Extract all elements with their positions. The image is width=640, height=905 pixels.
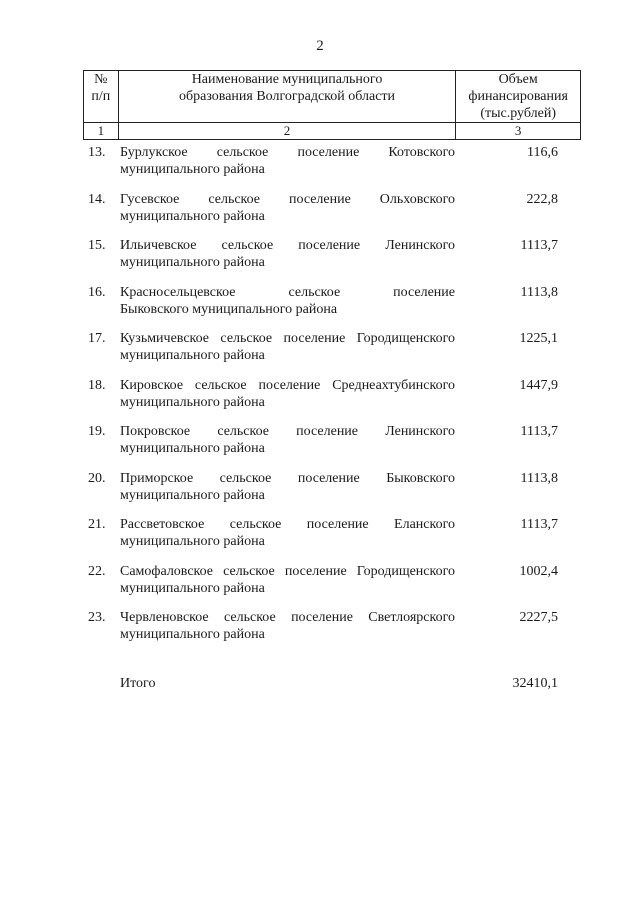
row-name-line1: Приморское сельское поселение Быковского	[120, 470, 455, 486]
row-name	[120, 377, 455, 411]
row-name	[120, 563, 455, 597]
row-value: 1113,7	[520, 517, 558, 532]
header-index	[84, 71, 119, 123]
row-name-line1: Ильичевское сельское поселение Ленинского	[120, 238, 455, 253]
row-name-line2: муниципального района	[120, 162, 265, 177]
row-name-line2: муниципального района	[120, 208, 265, 224]
row-value: 222,8	[526, 191, 558, 207]
row-name	[120, 191, 455, 225]
row-index: 22.	[88, 563, 106, 579]
row-name-line1: Кировское сельское поселение Среднеахтубинского	[120, 377, 455, 393]
row-index: 19.	[88, 424, 106, 439]
header-amount-text: Объем финансирования (тыс.рублей)	[468, 72, 568, 121]
table-row	[0, 609, 640, 656]
row-index: 20.	[88, 470, 106, 486]
page-number: 2	[316, 38, 324, 54]
row-name-line1: Бурлукское сельское поселение Котовского	[120, 145, 455, 160]
row-name-line2: муниципального района	[120, 255, 265, 270]
row-name-line2: муниципального района	[120, 487, 265, 503]
row-index: 23.	[88, 610, 106, 625]
row-name-line1: Покровское сельское поселение Ленинского	[120, 424, 455, 439]
row-value: 1447,9	[519, 377, 558, 393]
table-row	[0, 563, 640, 610]
row-name-line2: муниципального района	[120, 348, 265, 363]
table-row	[0, 423, 640, 470]
total-value: 32410,1	[512, 676, 558, 691]
table-row	[0, 330, 640, 377]
header-row	[84, 71, 581, 123]
table-row	[0, 516, 640, 563]
header-name	[118, 71, 456, 123]
row-name	[120, 237, 455, 271]
row-value: 1002,4	[519, 563, 558, 579]
row-index: 18.	[88, 377, 106, 393]
row-index: 16.	[88, 284, 106, 300]
table-row	[0, 237, 640, 284]
column-number-3: 3	[456, 123, 581, 140]
row-value: 1113,8	[520, 284, 558, 300]
row-value: 1113,7	[520, 238, 558, 253]
table-row	[0, 377, 640, 424]
row-index: 13.	[88, 145, 106, 160]
row-value: 2227,5	[519, 610, 558, 625]
row-name-line2: муниципального района	[120, 580, 265, 596]
row-name	[120, 516, 455, 550]
row-name-line1: Червленовское сельское поселение Светлоярского	[120, 610, 455, 625]
row-name-line1: Самофаловское сельское поселение Городищенского	[120, 563, 455, 579]
row-name-line2: муниципального района	[120, 394, 265, 410]
table-row	[0, 470, 640, 517]
table-row	[0, 284, 640, 331]
row-index: 14.	[88, 191, 106, 207]
header-amount	[456, 71, 581, 123]
column-number-1: 1	[84, 123, 119, 140]
row-name-line1: Красносельцевское сельское поселение	[120, 284, 455, 300]
table-row	[0, 191, 640, 238]
row-value: 116,6	[527, 145, 558, 160]
row-value: 1113,8	[520, 470, 558, 486]
row-value: 1113,7	[520, 424, 558, 439]
row-name-line2: муниципального района	[120, 534, 265, 549]
row-name-line2: муниципального района	[120, 627, 265, 642]
row-name-line1: Рассветовское сельское поселение Еланского	[120, 517, 455, 532]
header-name-text: Наименование муниципального образования Волгоградской области	[178, 72, 396, 104]
row-name	[120, 144, 455, 178]
row-name	[120, 423, 455, 457]
row-name-line2: муниципального района	[120, 441, 265, 456]
table-header	[83, 70, 581, 140]
total-label: Итого	[120, 676, 156, 691]
row-name	[120, 470, 455, 504]
row-index: 15.	[88, 238, 106, 253]
row-name	[120, 330, 455, 364]
row-name	[120, 609, 455, 643]
row-index: 17.	[88, 331, 106, 346]
header-index-text: № п/п	[91, 72, 111, 104]
row-name	[120, 284, 455, 318]
row-name-line2: Быковского муниципального района	[120, 301, 338, 317]
table-row	[0, 144, 640, 191]
column-number-2: 2	[118, 123, 456, 140]
row-index: 21.	[88, 517, 106, 532]
column-number-row	[84, 123, 581, 140]
row-name-line1: Гусевское сельское поселение Ольховского	[120, 191, 455, 207]
row-name-line1: Кузьмичевское сельское поселение Городищенского	[120, 331, 455, 346]
table-body	[0, 144, 640, 656]
row-value: 1225,1	[519, 331, 558, 346]
